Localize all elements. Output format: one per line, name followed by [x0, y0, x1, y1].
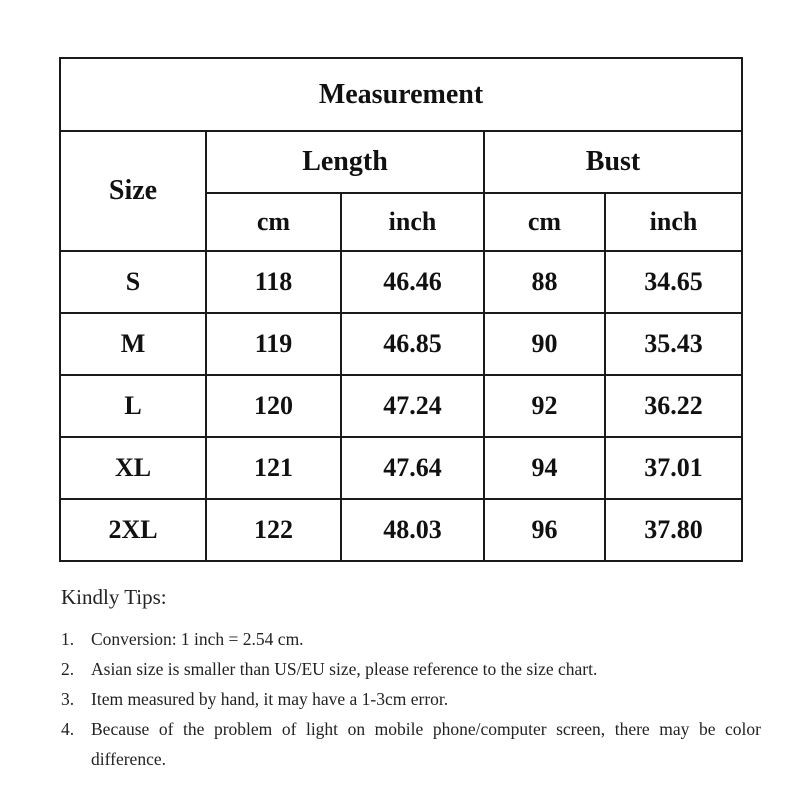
bust-inch-cell: 35.43	[605, 313, 742, 375]
bust-inch-cell: 37.80	[605, 499, 742, 561]
bust-cm-cell: 94	[484, 437, 605, 499]
list-item-text: Because of the problem of light on mobile phone/computer screen, there may be color difference.	[91, 719, 761, 769]
length-inch-cell: 46.85	[341, 313, 484, 375]
length-cm-cell: 118	[206, 251, 341, 313]
table-row	[60, 437, 742, 499]
length-inch-cell: 48.03	[341, 499, 484, 561]
list-item	[61, 714, 761, 774]
bust-inch-cell: 34.65	[605, 251, 742, 313]
length-inch-header: inch	[341, 193, 484, 251]
bust-cm-cell: 96	[484, 499, 605, 561]
tips-list	[61, 624, 761, 774]
size-chart-table	[59, 57, 743, 562]
table-row	[60, 375, 742, 437]
list-item-text: Item measured by hand, it may have a 1-3cm error.	[91, 689, 449, 709]
bust-inch-header: inch	[605, 193, 742, 251]
list-item	[61, 654, 761, 684]
size-cell: XL	[60, 437, 206, 499]
length-inch-cell: 47.24	[341, 375, 484, 437]
list-item-number: 2.	[61, 659, 75, 679]
bust-cm-cell: 92	[484, 375, 605, 437]
list-item-text: Conversion: 1 inch = 2.54 cm.	[91, 629, 304, 649]
size-column-header: Size	[60, 131, 206, 251]
list-item-number: 3.	[61, 689, 75, 709]
list-item-number: 1.	[61, 629, 75, 649]
bust-cm-cell: 88	[484, 251, 605, 313]
bust-cm-cell: 90	[484, 313, 605, 375]
bust-group-header: Bust	[484, 131, 742, 193]
table-row	[60, 499, 742, 561]
size-cell: 2XL	[60, 499, 206, 561]
list-item	[61, 684, 761, 714]
table-title: Measurement	[60, 58, 742, 131]
table-title-row	[60, 58, 742, 131]
table-row	[60, 251, 742, 313]
kindly-tips	[61, 582, 761, 774]
length-inch-cell: 46.46	[341, 251, 484, 313]
group-header-row	[60, 131, 742, 193]
length-group-header: Length	[206, 131, 484, 193]
list-item-text: Asian size is smaller than US/EU size, please reference to the size chart.	[91, 659, 598, 679]
list-item-number: 4.	[61, 719, 75, 739]
size-cell: S	[60, 251, 206, 313]
size-cell: L	[60, 375, 206, 437]
tips-title: Kindly Tips:	[61, 585, 167, 609]
size-cell: M	[60, 313, 206, 375]
length-cm-cell: 120	[206, 375, 341, 437]
length-cm-cell: 122	[206, 499, 341, 561]
length-cm-header: cm	[206, 193, 341, 251]
length-cm-cell: 121	[206, 437, 341, 499]
length-cm-cell: 119	[206, 313, 341, 375]
length-inch-cell: 47.64	[341, 437, 484, 499]
list-item	[61, 624, 761, 654]
bust-inch-cell: 37.01	[605, 437, 742, 499]
bust-inch-cell: 36.22	[605, 375, 742, 437]
table-row	[60, 313, 742, 375]
bust-cm-header: cm	[484, 193, 605, 251]
